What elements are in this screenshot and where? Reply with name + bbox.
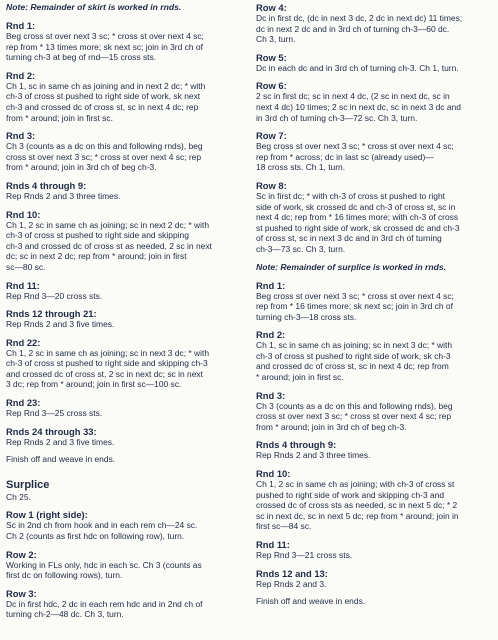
instruction-rnd-1	[256, 280, 494, 323]
step-heading: Row 6:	[256, 80, 287, 92]
step-heading: Rnds 4 through 9:	[256, 439, 337, 451]
step-body: Ch 25.	[6, 491, 31, 502]
section-title: Surplice	[6, 478, 50, 491]
instruction-rnd-11	[256, 539, 494, 561]
note-text: Note: Remainder of skirt is worked in rnds.	[6, 2, 182, 12]
step-heading: Rnds 12 and 13:	[256, 567, 328, 579]
step-body: Rep Rnds 2 and 3 three times.	[256, 450, 371, 461]
step-body: Dc in first dc, (dc in next 3 dc, 2 dc in next dc) 11 times; dc in next 2 dc and in 3rd ch of turning ch-3—60 dc. Ch 3, turn.	[256, 13, 463, 45]
instruction-rnd-10	[6, 209, 244, 273]
step-body: Rep Rnds 2 and 3 three times.	[6, 190, 121, 201]
step-body: Sc in first dc; * with ch-3 of cross st pushed to right side of work, sk crossed dc and ch-3 of cross st, sc in next 4 dc; rep from * 16 times more; with ch-3 of cross st pushed to right side of work, sk crossed dc and ch-3 of cross st, sc in next 3 dc and in 3rd ch of turning ch-3—73 sc. Ch 3, turn.	[256, 190, 460, 254]
step-body: 2 sc in first dc; sc in next 4 dc, (2 sc in next dc, sc in next 4 dc) 10 times; 2 sc in next dc, sc in next 3 dc and in 3rd ch of turning ch-3—72 sc. Ch 3, turn.	[256, 91, 461, 123]
step-body: Ch 1, 2 sc in same ch as joining; with ch-3 of cross st pushed to right side of work and skipping ch-3 and crossed dc of cross sts as needed, sc in next 5 dc; * 2 sc in next dc, sc in next 5 dc; rep from * around; join in first sc—84 sc.	[256, 479, 459, 532]
step-heading: Rnd 3:	[6, 130, 36, 142]
step-body: Rep Rnds 2 and 3.	[256, 578, 327, 589]
step-body: Ch 1, 2 sc in same ch as joining; sc in next 3 dc; * with ch-3 of cross st pushed to right side and skipping ch-3 and crossed dc of cross st, 2 sc in next dc; sc in next 3 dc; rep from * around; join in first sc—100 sc.	[6, 347, 210, 390]
step-body: Finish off and weave in ends.	[6, 454, 116, 465]
instruction-rnd-10	[256, 468, 494, 532]
instruction-rnd-1	[6, 20, 244, 63]
step-heading: Rnd 10:	[256, 468, 291, 480]
step-heading: Rnds 12 through 21:	[6, 308, 97, 320]
step-body: Rep Rnd 3—21 cross sts.	[256, 550, 353, 560]
step-body: Rep Rnd 3—25 cross sts.	[6, 408, 103, 419]
step-heading: Rnd 11:	[256, 539, 290, 550]
instruction-row-6	[256, 80, 494, 123]
step-body: Ch 1, sc in same ch as joining and in next 2 dc; * with ch-3 of cross st pushed to right side of work, sk next ch-3 and crossed dc of cross st, sc in next 4 dc; rep from * around; join in first sc.	[6, 80, 206, 123]
instruction-rnds-12-through-21	[6, 308, 244, 330]
step-body: Working in FLs only, hdc in each sc. Ch 3 (counts as first dc on following rows), turn.	[6, 559, 202, 581]
step-heading: Rnd 10:	[6, 208, 41, 220]
step-heading: Rnd 3:	[256, 389, 286, 401]
note-text: Note: Remainder of surplice is worked in rnds.	[256, 261, 447, 272]
step-body: Ch 1, 2 sc in same ch as joining; sc in next 2 dc; * with ch-3 of cross st pushed to right side and skipping ch-3 and crossed dc of cross st as needed, 2 sc in next dc; sc in next 2 dc; rep from * around; join in first sc—80 sc.	[6, 219, 212, 272]
instruction-rnd-3	[6, 130, 244, 173]
step-heading: Row 4:	[256, 2, 287, 13]
step-heading: Rnd 23:	[6, 397, 41, 409]
step-body: Beg cross st over next 3 sc; * cross st over next 4 sc; rep from * 13 times more; sk next sc; join in 3rd ch of turning ch-3 at beg of rnd—15 cross sts.	[6, 31, 204, 63]
instruction-rnd-3	[256, 390, 494, 433]
step-heading: Rnd 2:	[256, 329, 286, 341]
instruction-rnds-24-through-33	[6, 426, 244, 448]
note	[256, 262, 494, 273]
instruction-rnds-4-through-9	[256, 439, 494, 461]
instruction-rnd-23	[6, 397, 244, 419]
spacer	[6, 472, 244, 479]
right-column	[256, 2, 494, 614]
left-column	[6, 2, 244, 627]
instruction-rnd-22	[6, 337, 244, 390]
step-body: Ch 3 (counts as a dc on this and following rnds), beg cross st over next 3 sc; * cross st over next 4 sc; rep from * around; join in 3rd ch of beg ch-3.	[6, 141, 203, 173]
step-heading: Rnd 1:	[256, 279, 286, 291]
step-body: Dc in first hdc, 2 dc in each rem hdc and in 2nd ch of turning ch-2—48 dc. Ch 3, turn.	[6, 598, 203, 620]
step-heading: Row 2:	[6, 548, 37, 560]
instruction-row-5	[256, 52, 494, 74]
step-body: Ch 1, sc in same ch as joining; sc in next 3 dc; * with ch-3 of cross st pushed to right side of work, sk ch-3 and crossed dc of cross st, sc in next 4 dc; rep from * around; join in first sc.	[256, 340, 453, 383]
step-heading: Row 3:	[6, 587, 37, 599]
instruction-row-7	[256, 130, 494, 173]
instruction-rnd-2	[6, 70, 244, 123]
instruction-row-4	[256, 2, 494, 45]
instruction-rnd-2	[256, 329, 494, 382]
step-heading: Rnd 1:	[6, 20, 36, 31]
instruction-plain	[256, 596, 494, 607]
step-body: Sc in 2nd ch from hook and in each rem ch—24 sc. Ch 2 (counts as first hdc on following row), turn.	[6, 520, 198, 542]
step-heading: Row 1 (right side):	[6, 509, 88, 521]
step-body: Dc in each dc and in 3rd ch of turning ch-3. Ch 1, turn.	[256, 62, 459, 73]
step-body: Beg cross st over next 3 sc; * cross st over next 4 sc; rep from * 16 times more; sk next sc; join in 3rd ch of turning ch-3—18 cross sts.	[256, 290, 454, 322]
step-body: Beg cross st over next 3 sc; * cross st over next 4 sc; rep from * across; dc in last sc (already used)— 18 cross sts. Ch 1, turn.	[256, 141, 454, 173]
step-body: Rep Rnds 2 and 3 five times.	[6, 319, 115, 330]
instruction-plain	[6, 454, 244, 465]
instruction-rnds-4-through-9	[6, 180, 244, 202]
step-heading: Rnd 22:	[6, 336, 41, 348]
step-heading: Rnd 11:	[6, 279, 40, 291]
instruction-row-1-right-side	[6, 509, 244, 541]
step-body: Ch 3 (counts as a dc on this and following rnds), beg cross st over next 3 sc; * cross st over next 4 sc; rep from * around; join in 3rd ch of beg ch-3.	[256, 400, 453, 432]
note	[6, 2, 244, 13]
step-heading: Row 8:	[256, 179, 287, 191]
instruction-row-2	[6, 549, 244, 581]
instruction-row-8	[256, 180, 494, 255]
step-body: Finish off and weave in ends.	[256, 596, 366, 607]
instruction-rnd-11	[6, 280, 244, 302]
step-heading: Row 5:	[256, 51, 287, 63]
step-body: Rep Rnd 3—20 cross sts.	[6, 290, 103, 301]
step-body: Rep Rnds 2 and 3 five times.	[6, 436, 115, 447]
instruction-rnds-12-and-13	[256, 568, 494, 590]
step-heading: Rnd 2:	[6, 69, 36, 81]
step-heading: Row 7:	[256, 130, 287, 142]
step-heading: Rnds 24 through 33:	[6, 425, 97, 437]
instruction-row-3	[6, 588, 244, 620]
step-heading: Rnds 4 through 9:	[6, 179, 87, 191]
instruction-surplice	[6, 479, 244, 503]
